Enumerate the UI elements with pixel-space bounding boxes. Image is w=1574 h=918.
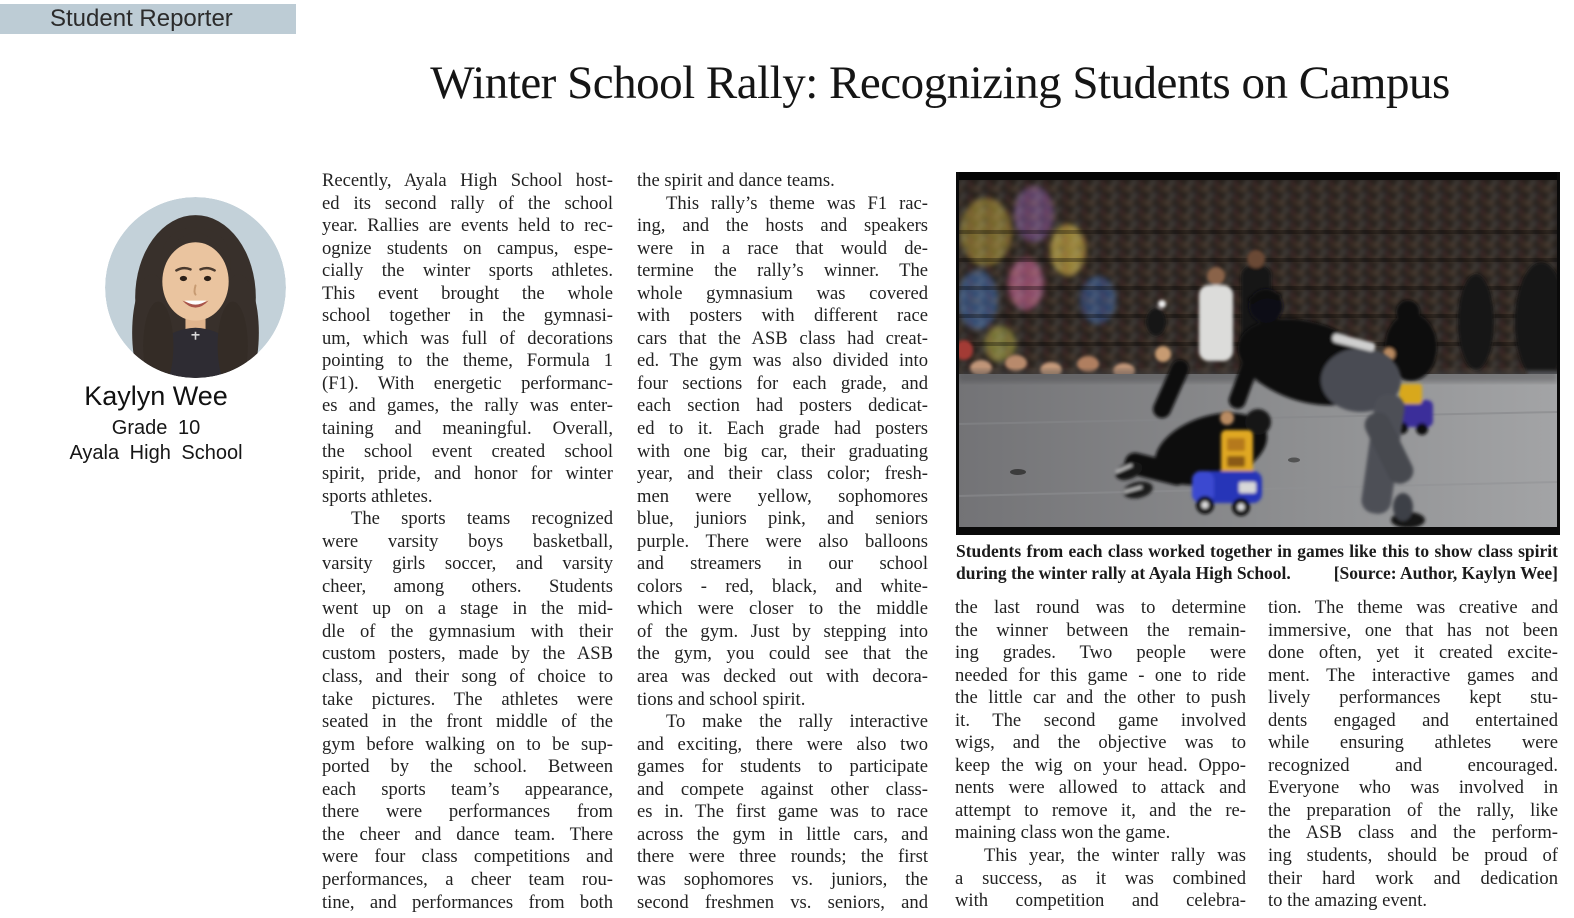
- article-text-line: dents engaged and entertained: [1268, 709, 1558, 731]
- article-text-line: and streamers in our school: [637, 553, 928, 575]
- article-text-line: with competition and celebra-: [955, 890, 1246, 912]
- article-text-line: wigs, and the objective was to: [955, 732, 1246, 754]
- article-text-line: um, which was full of decorations: [322, 327, 613, 349]
- article-text-line: attempt to remove it, and the re-: [955, 799, 1246, 821]
- kicker-bar: [0, 4, 296, 34]
- article-column-3: [955, 597, 1246, 913]
- article-text-line: was sophomores vs. juniors, the: [637, 868, 928, 890]
- article-text-line: To make the rally interactive: [666, 711, 928, 733]
- article-text-line: ing, and the hosts and speakers: [637, 215, 928, 237]
- article-text-line: termine the rally’s winner. The: [637, 260, 928, 282]
- article-text-line: spirit, pride, and honor for winter: [322, 463, 613, 485]
- article-text-line: pointing to the theme, Formula 1: [322, 350, 613, 372]
- article-text-line: and compete against other class-: [637, 778, 928, 800]
- article-text-line: tions and school spirit.: [637, 688, 806, 710]
- article-text-line: recognized and encouraged.: [1268, 754, 1558, 776]
- article-text-line: were in a race that would de-: [637, 237, 928, 259]
- rally-photo-illustration: [956, 172, 1560, 535]
- article-text-line: ed to it. Each grade had posters: [637, 418, 928, 440]
- article-text-line: there were performances from: [322, 801, 613, 823]
- article-text-line: custom posters, made by the ASB: [322, 643, 613, 665]
- article-text-line: blue, juniors pink, and seniors: [637, 508, 928, 530]
- article-text-line: four sections for each grade, and: [637, 372, 928, 394]
- article-text-line: This year, the winter rally was: [984, 845, 1246, 867]
- author-name: Kaylyn Wee: [84, 381, 228, 411]
- photo-caption-line1: Students from each class worked together in games like this to show class spirit: [956, 541, 1558, 561]
- article-text-line: (F1). With energetic performanc-: [322, 372, 613, 394]
- article-text-line: ing students, should be proud of: [1268, 845, 1558, 867]
- article-text-line: were varsity boys basketball,: [322, 530, 613, 552]
- article-text-line: whole gymnasium was covered: [637, 282, 928, 304]
- article-text-line: the preparation of the rally, like: [1268, 799, 1558, 821]
- article-text-line: school together in the gymnasi-: [322, 305, 613, 327]
- article-text-line: went up on a stage in the mid-: [322, 598, 613, 620]
- article-text-line: This event brought the whole: [322, 282, 613, 304]
- article-text-line: of the gym. Just by stepping into: [637, 620, 928, 642]
- article-text-line: while ensuring athletes were: [1268, 732, 1558, 754]
- photo-caption-line2: during the winter rally at Ayala High School.: [956, 563, 1291, 583]
- article-text-line: which were closer to the middle: [637, 598, 928, 620]
- article-text-line: the winner between the remain-: [955, 619, 1246, 641]
- article-column-1: [322, 170, 613, 914]
- article-text-line: performances, a cheer team rou-: [322, 868, 613, 890]
- article-text-line: cially the winter sports athletes.: [322, 260, 613, 282]
- article-text-line: ported by the school. Between: [322, 756, 613, 778]
- article-text-line: take pictures. The athletes were: [322, 688, 613, 710]
- article-text-line: varsity girls soccer, and varsity: [322, 553, 613, 575]
- article-text-line: were four class competitions and: [322, 846, 613, 868]
- article-column-4: [1268, 597, 1558, 913]
- author-avatar-illustration: [105, 197, 286, 378]
- article-text-line: cars that the ASB class had creat-: [637, 327, 928, 349]
- article-text-line: each section had posters dedicat-: [637, 395, 928, 417]
- article-text-line: the ASB class and the perform-: [1268, 822, 1558, 844]
- article-text-line: nents were allowed to attack and: [955, 777, 1246, 799]
- article-text-line: games for students to participate: [637, 756, 928, 778]
- article-text-line: ed. The gym was also divided into: [637, 350, 928, 372]
- article-text-line: This rally’s theme was F1 rac-: [666, 192, 928, 214]
- article-text-line: tine, and performances from both: [322, 891, 613, 913]
- author-school: Ayala High School: [69, 442, 243, 464]
- photo-source-credit: [Source: Author, Kaylyn Wee]: [1333, 563, 1558, 583]
- author-photo: [105, 197, 286, 378]
- article-text-line: ment. The interactive games and: [1268, 664, 1558, 686]
- article-text-line: sports athletes.: [322, 485, 433, 507]
- article-text-line: the cheer and dance team. There: [322, 823, 613, 845]
- article-text-line: immersive, one that has not been: [1268, 619, 1558, 641]
- article-text-line: The sports teams recognized: [351, 508, 613, 530]
- article-text-line: and exciting, there were also two: [637, 733, 928, 755]
- article-text-line: the last round was to determine: [955, 597, 1246, 618]
- photo-caption: [956, 540, 1558, 584]
- article-text-line: it. The second game involved: [955, 709, 1246, 731]
- article-column-2: [637, 170, 928, 914]
- article-text-line: es in. The first game was to race: [637, 801, 928, 823]
- article-text-line: seated in the front middle of the: [322, 711, 613, 733]
- article-text-line: with posters with different race: [637, 305, 928, 327]
- article-text-line: done often, yet it created excite-: [1268, 642, 1558, 664]
- article-text-line: Everyone who was involved in: [1268, 777, 1558, 799]
- article-text-line: maining class won the game.: [955, 822, 1171, 844]
- article-text-line: to the amazing event.: [1268, 890, 1428, 912]
- article-text-line: es and games, the rally was enter-: [322, 395, 613, 417]
- article-text-line: their hard work and dedication: [1268, 867, 1558, 889]
- article-text-line: men were yellow, sophomores: [637, 485, 928, 507]
- article-text-line: with one big car, their graduating: [637, 440, 928, 462]
- article-text-line: needed for this game - one to ride: [955, 664, 1246, 686]
- article-text-line: tion. The theme was creative and: [1268, 597, 1558, 618]
- article-text-line: ognize students on campus, espe-: [322, 237, 613, 259]
- rally-photo: [956, 172, 1560, 535]
- article-text-line: area was decked out with decora-: [637, 666, 928, 688]
- article-text-line: gym before walking on to be sup-: [322, 733, 613, 755]
- article-text-line: the school event created school: [322, 440, 613, 462]
- article-text-line: the little car and the other to push: [955, 687, 1246, 709]
- article-text-line: cheer, among others. Students: [322, 575, 613, 597]
- article-text-line: Recently, Ayala High School host-: [322, 170, 613, 191]
- article-text-line: colors - red, black, and white-: [637, 575, 928, 597]
- article-text-line: year, and their class color; fresh-: [637, 463, 928, 485]
- article-text-line: the spirit and dance teams.: [637, 170, 835, 191]
- author-grade: Grade 10: [111, 417, 201, 439]
- article-text-line: there were three rounds; the first: [637, 846, 928, 868]
- article-text-line: ed its second rally of the school: [322, 192, 613, 214]
- article-text-line: lively performances kept stu-: [1268, 687, 1558, 709]
- article-text-line: taining and meaningful. Overall,: [322, 418, 613, 440]
- page-title: Winter School Rally: Recognizing Students on Campus: [430, 57, 1450, 109]
- article-text-line: each sports team’s appearance,: [322, 778, 613, 800]
- article-text-line: a success, as it was combined: [955, 867, 1246, 889]
- article-text-line: second freshmen vs. seniors, and: [637, 891, 928, 913]
- article-text-line: keep the wig on your head. Oppo-: [955, 754, 1246, 776]
- article-text-line: dle of the gymnasium with their: [322, 620, 613, 642]
- article-text-line: year. Rallies are events held to rec-: [322, 215, 613, 237]
- article-text-line: the gym, you could see that the: [637, 643, 928, 665]
- article-text-line: purple. There were also balloons: [637, 530, 928, 552]
- kicker-label: Student Reporter: [50, 5, 233, 32]
- article-text-line: class, and their song of choice to: [322, 666, 613, 688]
- article-text-line: across the gym in little cars, and: [637, 823, 928, 845]
- article-text-line: ing grades. Two people were: [955, 642, 1246, 664]
